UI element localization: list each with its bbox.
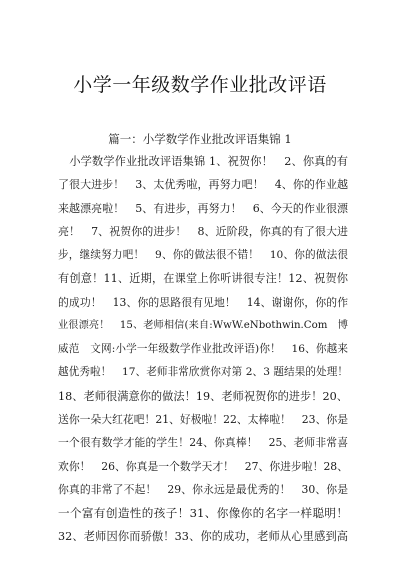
body-line: 一个很有数学才能的学生！24、你真棒！ 25、老师非常喜 <box>58 436 348 450</box>
body-line: 亮！ 7、祝贺你的进步！ 8、近阶段，你真的有了很大进 <box>58 225 348 239</box>
body-text <box>58 150 348 549</box>
body-line: 了很大进步！ 3、太优秀啦，再努力吧！ 4、你的作业越 <box>58 178 348 192</box>
body-line: 一个富有创造性的孩子！31、你像你的名字一样聪明！ <box>58 505 348 520</box>
document-title: 小学一年级数学作业批改评语 <box>73 74 327 96</box>
body-line: 业很漂亮！ 15、老师相信(来自:WwW.eNbothwin.Com 博 <box>58 320 348 332</box>
body-line: 有创意！11、近期，在课堂上你听讲很专注！12、祝贺你 <box>58 272 348 286</box>
body-line: 威范 文网:小学一年级数学作业批改评语)你！ 16、你越来 <box>58 342 348 355</box>
body-line: 送你一朵大红花吧！21、好极啦！22、太棒啦！ 23、你是 <box>58 412 348 426</box>
body-line: 你真的非常了不起！ 29、你永远是最优秀的！ 30、你是 <box>58 483 348 497</box>
body-line: 越优秀啦！ 17、老师非常欣赏你对第 2、3 题结果的处理！ <box>58 366 348 379</box>
body-line: 欢你！ 26、你真是一个数学天才！ 27、你进步啦！28、 <box>58 459 348 473</box>
body-line: 小学数学作业批改评语集锦 1、祝贺你！ 2、你真的有 <box>58 155 348 168</box>
body-line: 来越漂亮啦！ 5、有进步，再努力！ 6、今天的作业很漂 <box>58 201 348 215</box>
body-line: 步，继续努力吧！ 9、你的做法很不错！ 10、你的做法很 <box>58 248 348 261</box>
body-line: 32、老师因你而骄傲！33、你的成功，老师从心里感到高 <box>58 530 348 544</box>
body-line: 的成功！ 13、你的思路很有见地！ 14、谢谢你，你的作 <box>58 295 348 309</box>
body-line: 18、老师很满意你的做法！19、老师祝贺你的进步！20、 <box>58 389 348 403</box>
section-subtitle: 篇一：小学数学作业批改评语集锦 1 <box>108 132 292 146</box>
